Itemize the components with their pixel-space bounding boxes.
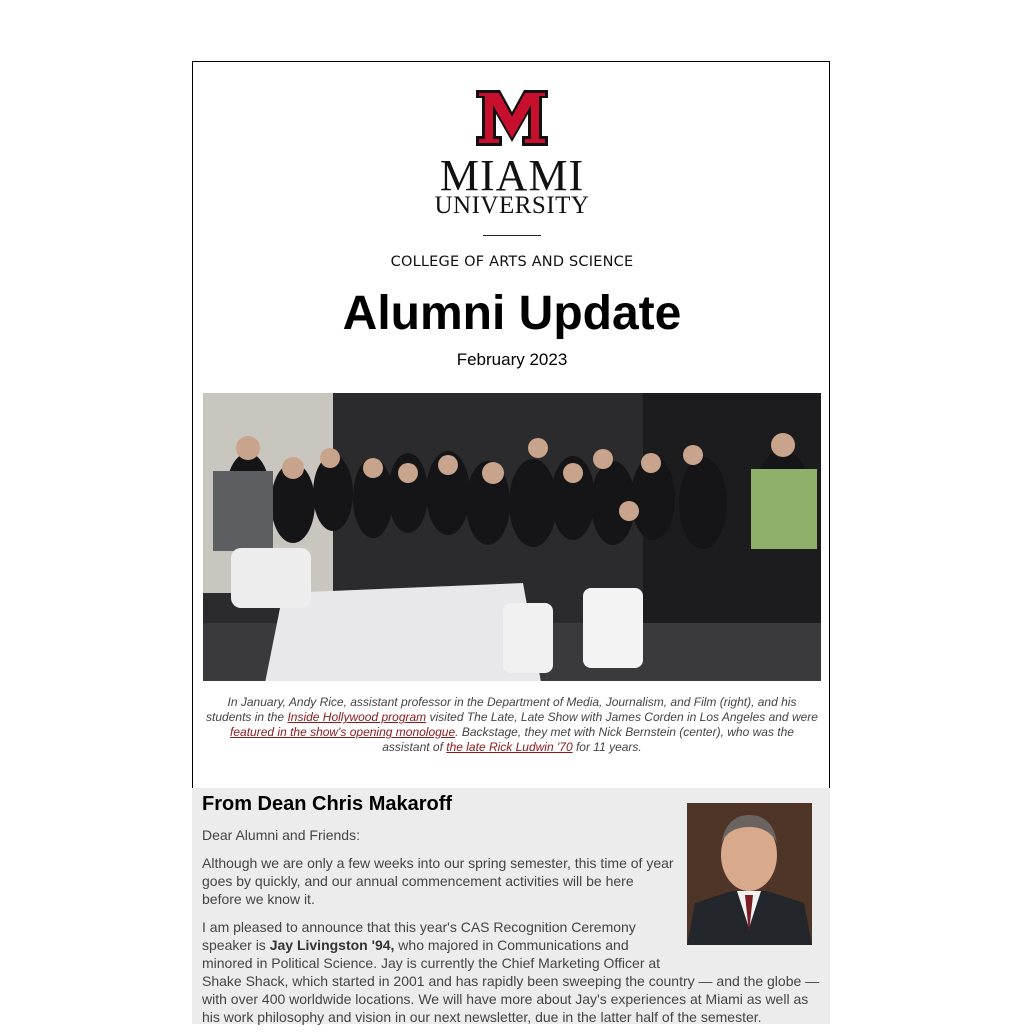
dean-heading: From Dean Chris Makaroff	[202, 793, 453, 815]
dean-paragraph-2	[202, 918, 820, 1026]
dean-salutation: Dear Alumni and Friends:	[202, 827, 360, 843]
inside-hollywood-link[interactable]: Inside Hollywood program	[287, 710, 427, 724]
caption-text-2: visited The Late, Late Show with James Corden in Los Angeles and were	[426, 710, 818, 724]
photo-caption	[206, 695, 818, 755]
group-photo	[203, 393, 821, 681]
wordmark-university: UNIVERSITY	[434, 192, 590, 219]
caption-text-3: . Backstage, they met with Nick Bernstein (center), who was the assistant of	[382, 725, 794, 754]
speaker-name: Jay Livingston '94,	[269, 937, 395, 953]
dean-message-body	[202, 826, 820, 1036]
dean-paragraph-2-rest: Shake Shack, which started in 2001 and has rapidly been sweeping the country — and the globe — with over 400 worldwide locations. We will have more about Jay's experiences at Miami as well as his work philosophy and vision in our next newsletter, due in the latter half of the semester.	[202, 973, 820, 1025]
newsletter-title: Alumni Update	[342, 287, 682, 340]
miami-m-logo-icon	[476, 90, 548, 146]
rick-ludwin-link[interactable]: the late Rick Ludwin '70	[446, 740, 573, 754]
logo-divider	[483, 235, 541, 236]
wordmark-miami: MIAMI	[439, 151, 585, 200]
caption-text-4: for 11 years.	[572, 740, 642, 754]
dean-paragraph-2-mid: who majored in Communications and minored in Political Science. Jay is currently the Chief Marketing Officer at	[202, 937, 661, 971]
dean-paragraph-2-intro: I am pleased to announce that this year's CAS Recognition Ceremony speaker is	[202, 919, 636, 953]
caption-text-1: In January, Andy Rice, assistant professor in the Department of Media, Journalism, and Film (right), and his students in the	[206, 695, 797, 724]
miami-logo	[0, 90, 1024, 146]
college-name: COLLEGE OF ARTS AND SCIENCE	[390, 254, 634, 270]
opening-monologue-link[interactable]: featured in the show's opening monologue	[230, 725, 456, 739]
dean-paragraph-1: Although we are only a few weeks into our spring semester, this time of year goes by quickly, and our annual commencement activities will be here before we know it.	[202, 855, 674, 907]
newsletter-date: February 2023	[456, 350, 568, 369]
group-photo-image	[203, 393, 821, 681]
dean-message-section	[192, 788, 830, 1024]
